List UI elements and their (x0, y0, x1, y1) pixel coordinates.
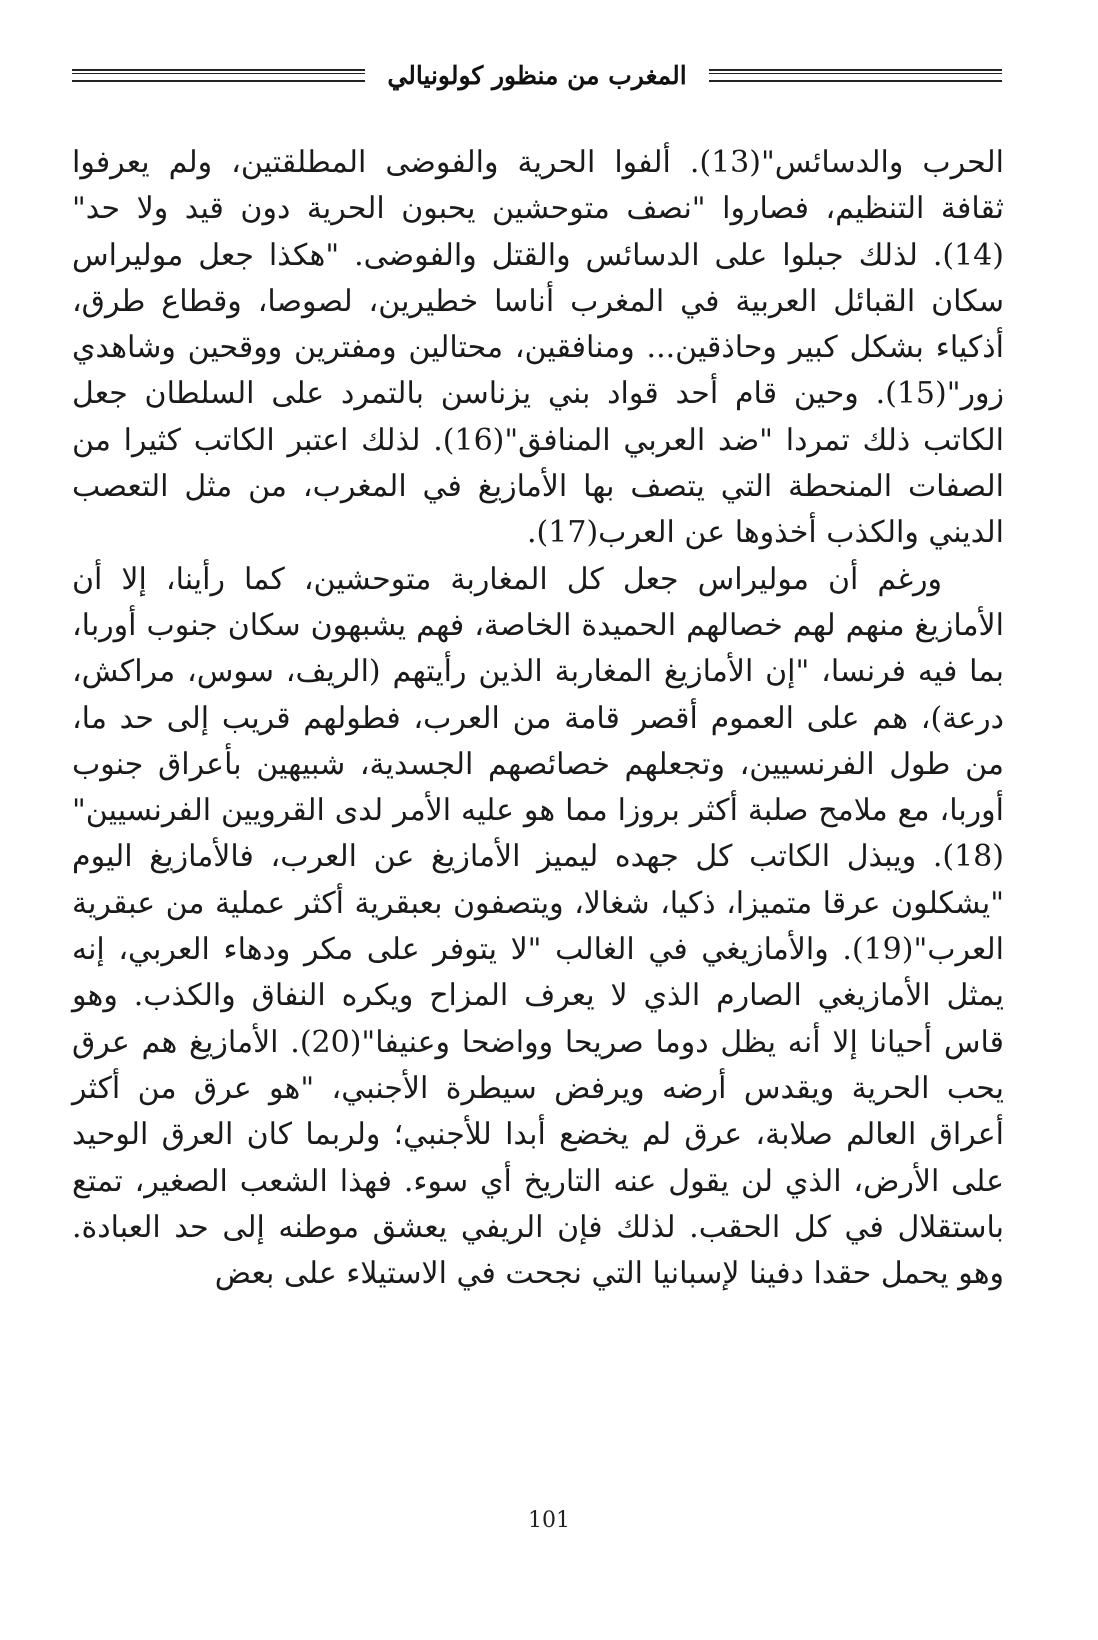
header-rule-left (72, 69, 365, 82)
running-header (72, 52, 1002, 98)
page-number: 101 (528, 1508, 570, 1533)
header-title: المغرب من منظور كولونيالي (387, 60, 687, 90)
header-rule-right (709, 69, 1002, 82)
body-text (72, 140, 1004, 1297)
paragraph-1: الحرب والدسائس"(13). ألفوا الحرية والفوضى المطلقتين، ولم يعرفوا ثقافة التنظيم، فصاروا "نصف متوحشين يحبون الحرية دون قيد ولا حد"(14). لذلك جبلوا على الدسائس والقتل والفوضى. "هكذا جعل موليراس سكان القبائل العربية في المغرب أناسا خطيرين، لصوصا، وقطاع طرق، أذكياء بشكل كبير وحاذقين... ومنافقين، محتالين ومفترين ووقحين وشاهدي زور"(15). وحين قام أحد قواد بني يزناسن بالتمرد على السلطان جعل الكاتب ذلك تمردا "ضد العربي المنافق"(16). لذلك اعتبر الكاتب كثيرا من الصفات المنحطة التي يتصف بها الأمازيغ في المغرب، من مثل التعصب الديني والكذب أخذوها عن العرب(17). (72, 145, 1005, 551)
paragraph-2: ورغم أن موليراس جعل كل المغاربة متوحشين، كما رأينا، إلا أن الأمازيغ منهم لهم خصالهم الحميدة الخاصة، فهم يشبهون سكان جنوب أوربا، بما فيه فرنسا، "إن الأمازيغ المغاربة الذين رأيتهم (الريف، سوس، مراكش، درعة)، هم على العموم أقصر قامة من العرب، فطولهم قريب إلى حد ما، من طول الفرنسيين، وتجعلهم خصائصهم الجسدية، شبيهين بأعراق جنوب أوربا، مع ملامح صلبة أكثر بروزا مما هو عليه الأمر لدى القرويين الفرنسيين"(18). ويبذل الكاتب كل جهده ليميز الأمازيغ عن العرب، فالأمازيغ اليوم "يشكلون عرقا متميزا، ذكيا، شغالا، ويتصفون بعبقرية أكثر عملية من عبقرية العرب"(19). والأمازيغي في الغالب "لا يتوفر على مكر ودهاء العربي، إنه يمثل الأمازيغي الصارم الذي لا يعرف المزاح ويكره النفاق والكذب. وهو قاس أحيانا إلا أنه يظل دوما صريحا وواضحا وعنيفا"(20). الأمازيغ هم عرق يحب الحرية ويقدس أرضه ويرفض سيطرة الأجنبي، "هو عرق من أكثر أعراق العالم صلابة، عرق لم يخضع أبدا للأجنبي؛ ولربما كان العرق الوحيد على الأرض، الذي لن يقول عنه التاريخ أي سوء. فهذا الشعب الصغير، تمتع باستقلال في كل الحقب. لذلك فإن الريفي يعشق موطنه إلى حد العبادة. وهو يحمل حقدا دفينا لإسبانيا التي نجحت في الاستيلاء على بعض (72, 561, 1004, 1292)
